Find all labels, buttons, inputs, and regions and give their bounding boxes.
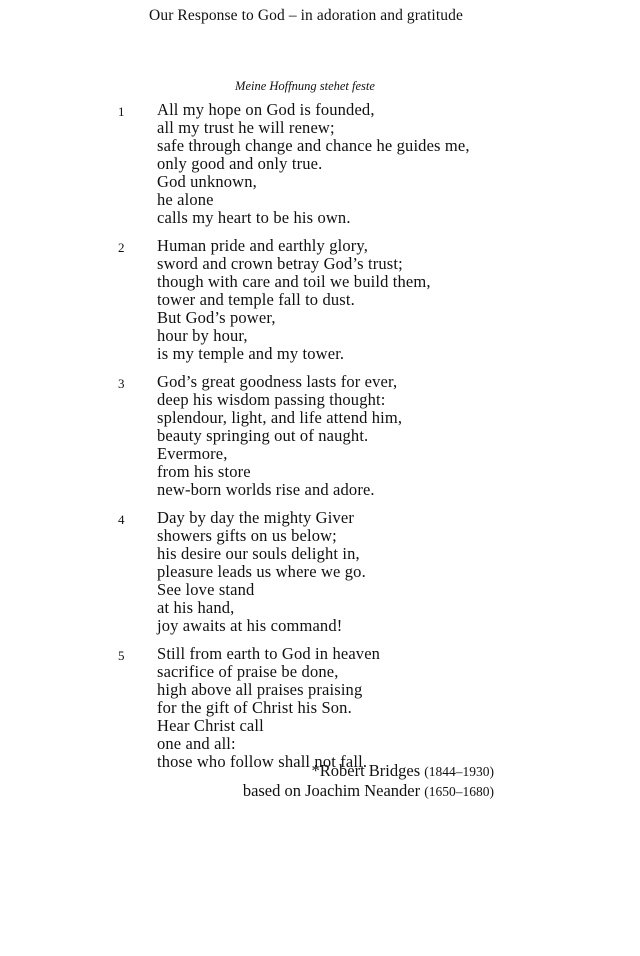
verse-line: only good and only true. (157, 154, 323, 173)
verse-line: But God’s power, (157, 308, 276, 327)
verse-line: hour by hour, (157, 326, 248, 345)
verse-line: showers gifts on us below; (157, 526, 337, 545)
author-name: *Robert Bridges (311, 761, 421, 780)
verse-line: high above all praises praising (157, 680, 363, 699)
verse-2 (0, 237, 640, 363)
verse-line: See love stand (157, 580, 255, 599)
verse-line: All my hope on God is founded, (157, 100, 375, 119)
verse-number: 3 (118, 376, 125, 391)
source-dates: (1650–1680) (424, 784, 494, 799)
verse-line: Day by day the mighty Giver (157, 508, 354, 527)
credits (243, 761, 494, 801)
verse-5 (0, 645, 640, 771)
verse-line: Hear Christ call (157, 716, 264, 735)
verse-line: calls my heart to be his own. (157, 208, 351, 227)
source-name: based on Joachim Neander (242, 781, 421, 800)
verse-line: Human pride and earthly glory, (157, 236, 368, 255)
source-credit (243, 781, 494, 801)
hymn-verses (0, 101, 640, 781)
verse-number: 2 (118, 240, 125, 255)
verse-line: he alone (157, 190, 214, 209)
tune-name: Meine Hoffnung stehet feste (235, 79, 375, 93)
verse-lines (157, 509, 640, 635)
verse-line: tower and temple fall to dust. (157, 290, 355, 309)
verse-line: for the gift of Christ his Son. (157, 698, 352, 717)
verse-line: though with care and toil we build them, (157, 272, 431, 291)
verse-line: those who follow shall not fall. (157, 752, 368, 771)
verse-4 (0, 509, 640, 635)
verse-lines (157, 373, 640, 499)
verse-line: joy awaits at his command! (157, 616, 343, 635)
verse-number: 4 (118, 512, 125, 527)
verse-line: new-born worlds rise and adore. (157, 480, 375, 499)
verse-number: 1 (118, 104, 125, 119)
verse-lines (157, 237, 640, 363)
verse-line: Evermore, (157, 444, 228, 463)
verse-line: from his store (157, 462, 251, 481)
verse-line: deep his wisdom passing thought: (157, 390, 386, 409)
verse-lines (157, 101, 640, 227)
verse-number: 5 (118, 648, 125, 663)
verse-1 (0, 101, 640, 227)
verse-line: splendour, light, and life attend him, (157, 408, 403, 427)
verse-line: is my temple and my tower. (157, 344, 345, 363)
author-dates: (1844–1930) (424, 764, 494, 779)
verse-line: sacrifice of praise be done, (157, 662, 339, 681)
verse-line: safe through change and chance he guides me, (157, 136, 470, 155)
verse-line: sword and crown betray God’s trust; (157, 254, 403, 273)
verse-line: God unknown, (157, 172, 257, 191)
verse-line: Still from earth to God in heaven (157, 644, 381, 663)
verse-line: one and all: (157, 734, 236, 753)
page-header: Our Response to God – in adoration and gratitude (149, 7, 463, 24)
verse-line: his desire our souls delight in, (157, 544, 360, 563)
verse-line: beauty springing out of naught. (157, 426, 369, 445)
verse-line: God’s great goodness lasts for ever, (157, 372, 398, 391)
verse-line: all my trust he will renew; (157, 118, 335, 137)
verse-3 (0, 373, 640, 499)
verse-line: pleasure leads us where we go. (157, 562, 366, 581)
verse-lines (157, 645, 640, 771)
verse-line: at his hand, (157, 598, 235, 617)
author-credit (243, 761, 494, 781)
